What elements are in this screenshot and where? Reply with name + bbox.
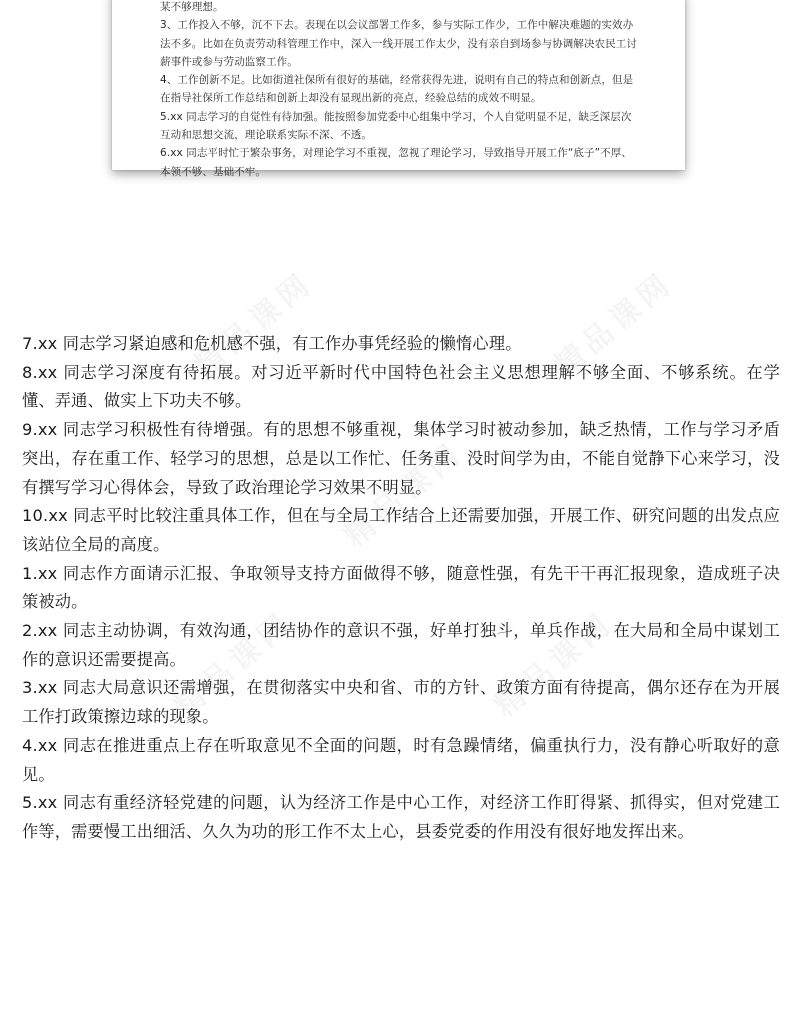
preview-line: 3、工作投入不够，沉不下去。表现在以会议部署工作多，参与实际工作少，工作中解决难题的实效办法不多。比如在负责劳动科管理工作中，深入一线开展工作太少，没有亲自到场参与协调解决农民工讨薪事件或参与劳动监察工作。 (160, 19, 637, 68)
paragraph: 3.xx 同志大局意识还需增强，在贯彻落实中央和省、市的方针、政策方面有待提高，偶尔还存在为开展工作打政策擦边球的现象。 (22, 678, 780, 727)
paragraph: 10.xx 同志平时比较注重具体工作，但在与全局工作结合上还需要加强，开展工作、研究问题的出发点应该站位全局的高度。 (22, 506, 780, 554)
preview-line: 某不够理想。 (160, 1, 224, 13)
preview-line: 4、工作创新不足。比如街道社保所有很好的基础，经常获得先进，说明有自己的特点和创新点，但是在指导社保所工作总结和创新上却没有显现出新的亮点，经验总结的成效不明显。 (160, 74, 634, 105)
paragraph: 4.xx 同志在推进重点上存在听取意见不全面的问题，时有急躁情绪，偏重执行力，没有静心听取好的意见。 (22, 735, 780, 784)
paragraph: 9.xx 同志学习积极性有待增强。有的思想不够重视，集体学习时被动参加，缺乏热情，工作与学习矛盾突出，存在重工作、轻学习的思想，总是以工作忙、任务重、没时间学为由，不能自觉静下心来学习，没有撰写学习心得体会，导致了政治理论学习效果不明显。 (22, 420, 780, 497)
preview-text (160, 0, 640, 181)
paragraph: 7.xx 同志学习紧迫感和危机感不强，有工作办事凭经验的懒惰心理。 (22, 334, 522, 353)
paragraph: 5.xx 同志有重经济轻党建的问题，认为经济工作是中心工作，对经济工作盯得紧、抓得实，但对党建工作等，需要慢工出细活、久久为功的形工作不太上心，县委党委的作用没有很好地发挥出来。 (22, 793, 780, 841)
paragraph: 8.xx 同志学习深度有待拓展。对习近平新时代中国特色社会主义思想理解不够全面、不够系统。在学懂、弄通、做实上下功夫不够。 (22, 362, 780, 411)
paragraph: 2.xx 同志主动协调，有效沟通，团结协作的意识不强，好单打独斗，单兵作战，在大局和全局中谋划工作的意识还需要提高。 (22, 621, 780, 669)
main-body-text (22, 330, 780, 847)
paragraph: 1.xx 同志作方面请示汇报、争取领导支持方面做得不够，随意性强，有先干干再汇报现象，造成班子决策被动。 (22, 563, 780, 612)
preview-line: 6.xx 同志平时忙于繁杂事务，对理论学习不重视，忽视了理论学习，导致指导开展工作“底子”不厚、本领不够、基础不牢。 (160, 147, 632, 178)
preview-line: 5.xx 同志学习的自觉性有待加强。能按照参加党委中心组集中学习，个人自觉明显不足，缺乏深层次互动和思想交流，理论联系实际不深、不透。 (160, 110, 632, 142)
document-preview-card (112, 0, 685, 178)
